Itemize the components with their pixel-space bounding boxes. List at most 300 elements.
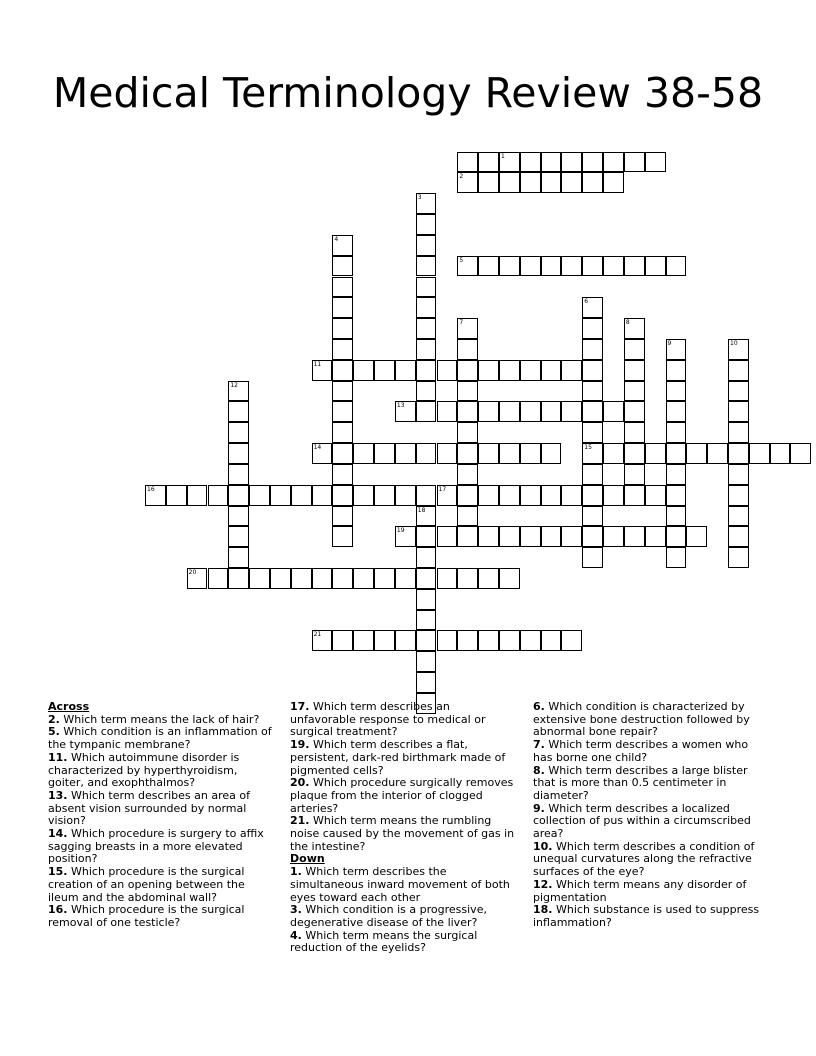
grid-cell[interactable] xyxy=(541,401,562,422)
grid-cell[interactable] xyxy=(457,464,478,485)
grid-cell[interactable] xyxy=(312,568,333,589)
clue-item-number: 7. xyxy=(533,738,545,752)
grid-cell[interactable] xyxy=(603,172,624,193)
grid-cell[interactable] xyxy=(790,443,811,464)
clue-item-text: Which term means the lack of hair? xyxy=(59,712,260,726)
grid-cell[interactable] xyxy=(499,401,520,422)
clue-item-text: Which condition is an inflammation of the tympanic membrane? xyxy=(48,725,272,752)
grid-cell[interactable] xyxy=(520,256,541,277)
grid-cell[interactable] xyxy=(291,485,312,506)
grid-cell[interactable] xyxy=(728,422,749,443)
grid-cell[interactable] xyxy=(645,256,666,277)
grid-cell[interactable] xyxy=(603,401,624,422)
grid-cell[interactable] xyxy=(499,485,520,506)
grid-cell[interactable] xyxy=(603,526,624,547)
grid-cell[interactable] xyxy=(457,152,478,173)
grid-cell[interactable] xyxy=(499,630,520,651)
grid-cell[interactable] xyxy=(437,568,458,589)
grid-cell[interactable] xyxy=(520,152,541,173)
clue-number: 7 xyxy=(459,319,464,327)
grid-cell[interactable] xyxy=(332,277,353,298)
grid-cell[interactable] xyxy=(437,360,458,381)
clue-number: 9 xyxy=(667,339,672,347)
clue-item-text: Which term describes a condition of unequal curvatures along the refractive surfaces of the eye? xyxy=(533,839,755,879)
grid-cell[interactable] xyxy=(561,630,582,651)
grid-cell[interactable] xyxy=(603,443,624,464)
grid-cell[interactable] xyxy=(666,526,687,547)
clue-item-text: Which condition is characterized by extensive bone destruction followed by abnormal bone repair? xyxy=(533,700,750,739)
grid-cell[interactable] xyxy=(666,485,687,506)
grid-cell[interactable] xyxy=(332,360,353,381)
grid-cell[interactable] xyxy=(666,360,687,381)
grid-cell[interactable] xyxy=(457,401,478,422)
grid-cell[interactable] xyxy=(249,485,270,506)
grid-cell[interactable] xyxy=(395,630,416,651)
clue-number: 16 xyxy=(147,485,155,493)
grid-cell[interactable] xyxy=(457,339,478,360)
grid-cell[interactable] xyxy=(728,506,749,527)
grid-cell[interactable] xyxy=(457,381,478,402)
grid-cell[interactable] xyxy=(437,401,458,422)
grid-cell[interactable] xyxy=(457,568,478,589)
grid-cell[interactable] xyxy=(541,256,562,277)
grid-cell[interactable] xyxy=(312,360,333,381)
grid-cell[interactable] xyxy=(728,443,749,464)
grid-cell[interactable] xyxy=(499,172,520,193)
grid-cell[interactable] xyxy=(499,443,520,464)
grid-cell[interactable] xyxy=(416,651,437,672)
grid-cell[interactable] xyxy=(666,464,687,485)
grid-cell[interactable] xyxy=(437,630,458,651)
clue-item-number: 20. xyxy=(290,776,310,790)
across-heading: Across xyxy=(48,700,90,713)
grid-cell[interactable] xyxy=(499,526,520,547)
clue-item-text: Which condition is a progressive, degenerative disease of the liver? xyxy=(290,903,487,929)
clue-item-number: 16. xyxy=(48,903,68,917)
clue-item-text: Which term describes an unfavorable response to medical or surgical treatment? xyxy=(290,700,486,739)
grid-cell[interactable] xyxy=(582,172,603,193)
clue-item-number: 4. xyxy=(290,928,302,942)
grid-cell[interactable] xyxy=(457,172,478,193)
grid-cell[interactable] xyxy=(332,318,353,339)
grid-cell[interactable] xyxy=(457,526,478,547)
clue-item-number: 10. xyxy=(533,839,553,853)
grid-cell[interactable] xyxy=(728,547,749,568)
grid-cell[interactable] xyxy=(728,401,749,422)
clue-item xyxy=(48,828,274,866)
grid-cell[interactable] xyxy=(395,360,416,381)
clue-item xyxy=(290,739,518,777)
grid-cell[interactable] xyxy=(624,485,645,506)
clue-item-text: Which substance is used to suppress inflammation? xyxy=(533,903,760,929)
grid-cell[interactable] xyxy=(416,589,437,610)
grid-cell[interactable] xyxy=(332,256,353,277)
grid-cell[interactable] xyxy=(478,485,499,506)
clue-item xyxy=(290,904,518,929)
grid-cell[interactable] xyxy=(478,172,499,193)
grid-cell[interactable] xyxy=(499,152,520,173)
grid-cell[interactable] xyxy=(457,360,478,381)
grid-cell[interactable] xyxy=(520,360,541,381)
grid-cell[interactable] xyxy=(624,360,645,381)
grid-cell[interactable] xyxy=(228,526,249,547)
grid-cell[interactable] xyxy=(416,235,437,256)
grid-cell[interactable] xyxy=(624,526,645,547)
grid-cell[interactable] xyxy=(228,506,249,527)
grid-cell[interactable] xyxy=(416,506,437,527)
clue-number: 17 xyxy=(438,485,447,493)
grid-cell[interactable] xyxy=(582,297,603,318)
grid-cell[interactable] xyxy=(582,256,603,277)
grid-cell[interactable] xyxy=(666,443,687,464)
clue-item-text: Which term describes an area of absent vision surrounded by normal vision? xyxy=(48,788,250,828)
grid-cell[interactable] xyxy=(728,485,749,506)
clue-item-text: Which procedure is surgery to affix sagging breasts in a more elevated position? xyxy=(48,827,264,866)
grid-cell[interactable] xyxy=(749,443,770,464)
grid-cell[interactable] xyxy=(541,152,562,173)
grid-cell[interactable] xyxy=(478,630,499,651)
clue-item-text: Which term means the rumbling noise caused by the movement of gas in the intestine? xyxy=(290,814,515,853)
grid-cell[interactable] xyxy=(332,297,353,318)
grid-cell[interactable] xyxy=(541,172,562,193)
grid-cell[interactable] xyxy=(582,152,603,173)
grid-cell[interactable] xyxy=(645,485,666,506)
grid-cell[interactable] xyxy=(416,193,437,214)
grid-cell[interactable] xyxy=(208,568,229,589)
clue-number: 6 xyxy=(584,298,589,306)
clue-number: 5 xyxy=(459,256,464,264)
grid-cell[interactable] xyxy=(624,443,645,464)
clue-number: 2 xyxy=(459,173,464,181)
clue-item xyxy=(533,739,763,764)
clue-item xyxy=(533,765,763,803)
grid-cell[interactable] xyxy=(728,381,749,402)
clue-item xyxy=(290,866,518,904)
grid-cell[interactable] xyxy=(332,526,353,547)
grid-cell[interactable] xyxy=(561,256,582,277)
grid-cell[interactable] xyxy=(416,610,437,631)
grid-cell[interactable] xyxy=(582,506,603,527)
clue-item xyxy=(48,904,274,929)
grid-cell[interactable] xyxy=(208,485,229,506)
clue-item xyxy=(533,904,763,929)
clue-item-text: Which term describes a localized collection of pus within a circumscribed area? xyxy=(533,801,751,841)
grid-cell[interactable] xyxy=(686,526,707,547)
grid-cell[interactable] xyxy=(332,464,353,485)
clues-column-3 xyxy=(533,701,763,930)
grid-cell[interactable] xyxy=(353,485,374,506)
clue-item-text: Which term means any disorder of pigmentation xyxy=(533,877,747,904)
grid-cell[interactable] xyxy=(666,381,687,402)
clue-item-number: 9. xyxy=(533,801,545,815)
clue-item-text: Which term describes the simultaneous inward movement of both eyes toward each other xyxy=(290,865,510,904)
clue-item-number: 2. xyxy=(48,712,60,726)
grid-cell[interactable] xyxy=(416,630,437,651)
clue-number: 12 xyxy=(230,381,238,389)
grid-cell[interactable] xyxy=(374,568,395,589)
grid-cell[interactable] xyxy=(416,214,437,235)
clue-item xyxy=(48,866,274,904)
grid-cell[interactable] xyxy=(561,526,582,547)
clue-item-text: Which term describes a large blister that is more than 0.5 centimeter in diameter? xyxy=(533,763,748,802)
grid-cell[interactable] xyxy=(561,401,582,422)
clue-item-number: 13. xyxy=(48,788,68,802)
grid-cell[interactable] xyxy=(582,485,603,506)
clue-item xyxy=(290,815,518,853)
grid-cell[interactable] xyxy=(478,568,499,589)
grid-cell[interactable] xyxy=(541,485,562,506)
grid-cell[interactable] xyxy=(416,318,437,339)
grid-cell[interactable] xyxy=(645,526,666,547)
grid-cell[interactable] xyxy=(478,443,499,464)
grid-cell[interactable] xyxy=(395,443,416,464)
grid-cell[interactable] xyxy=(416,297,437,318)
grid-cell[interactable] xyxy=(728,526,749,547)
grid-cell[interactable] xyxy=(312,443,333,464)
grid-cell[interactable] xyxy=(645,152,666,173)
grid-cell[interactable] xyxy=(353,630,374,651)
clue-item xyxy=(48,726,274,751)
grid-cell[interactable] xyxy=(187,568,208,589)
grid-cell[interactable] xyxy=(374,443,395,464)
grid-cell[interactable] xyxy=(145,485,166,506)
grid-cell[interactable] xyxy=(416,568,437,589)
grid-cell[interactable] xyxy=(541,360,562,381)
grid-cell[interactable] xyxy=(582,547,603,568)
grid-cell[interactable] xyxy=(353,568,374,589)
clue-number: 18 xyxy=(417,506,426,514)
page-title: Medical Terminology Review 38-58 xyxy=(52,69,764,118)
grid-cell[interactable] xyxy=(374,360,395,381)
grid-cell[interactable] xyxy=(332,339,353,360)
grid-cell[interactable] xyxy=(603,485,624,506)
grid-cell[interactable] xyxy=(457,485,478,506)
grid-cell[interactable] xyxy=(624,464,645,485)
clue-item xyxy=(533,879,763,904)
clue-item xyxy=(533,841,763,879)
clue-item-number: 14. xyxy=(48,827,68,841)
grid-cell[interactable] xyxy=(582,381,603,402)
grid-cell[interactable] xyxy=(666,256,687,277)
grid-cell[interactable] xyxy=(541,526,562,547)
clue-item-number: 6. xyxy=(533,700,545,713)
grid-cell[interactable] xyxy=(228,547,249,568)
grid-cell[interactable] xyxy=(561,360,582,381)
grid-cell[interactable] xyxy=(603,256,624,277)
grid-cell[interactable] xyxy=(582,339,603,360)
grid-cell[interactable] xyxy=(520,443,541,464)
grid-cell[interactable] xyxy=(416,401,437,422)
grid-cell[interactable] xyxy=(249,568,270,589)
grid-cell[interactable] xyxy=(478,526,499,547)
grid-cell[interactable] xyxy=(312,485,333,506)
grid-cell[interactable] xyxy=(270,485,291,506)
clue-number: 8 xyxy=(625,319,630,327)
clue-item-number: 12. xyxy=(533,877,553,891)
grid-cell[interactable] xyxy=(332,235,353,256)
clue-number: 3 xyxy=(417,194,422,202)
grid-cell[interactable] xyxy=(437,485,458,506)
clues-column-1 xyxy=(48,701,274,930)
clue-item xyxy=(48,790,274,828)
grid-cell[interactable] xyxy=(332,568,353,589)
grid-cell[interactable] xyxy=(416,485,437,506)
grid-cell[interactable] xyxy=(728,464,749,485)
grid-cell[interactable] xyxy=(332,422,353,443)
grid-cell[interactable] xyxy=(374,485,395,506)
grid-cell[interactable] xyxy=(332,443,353,464)
grid-cell[interactable] xyxy=(624,152,645,173)
clue-item-text: Which term means the surgical reduction of the eyelids? xyxy=(290,928,478,955)
grid-cell[interactable] xyxy=(478,401,499,422)
grid-cell[interactable] xyxy=(416,256,437,277)
grid-cell[interactable] xyxy=(332,381,353,402)
grid-cell[interactable] xyxy=(332,506,353,527)
clue-number: 1 xyxy=(500,152,505,160)
grid-cell[interactable] xyxy=(624,339,645,360)
grid-cell[interactable] xyxy=(395,485,416,506)
clue-number: 19 xyxy=(396,527,405,535)
clue-item-number: 17. xyxy=(290,700,310,713)
grid-cell[interactable] xyxy=(520,401,541,422)
grid-cell[interactable] xyxy=(624,422,645,443)
grid-cell[interactable] xyxy=(499,256,520,277)
grid-cell[interactable] xyxy=(666,339,687,360)
grid-cell[interactable] xyxy=(416,443,437,464)
grid-cell[interactable] xyxy=(437,443,458,464)
grid-cell[interactable] xyxy=(416,526,437,547)
grid-cell[interactable] xyxy=(270,568,291,589)
grid-cell[interactable] xyxy=(416,339,437,360)
grid-cell[interactable] xyxy=(457,422,478,443)
grid-cell[interactable] xyxy=(166,485,187,506)
grid-cell[interactable] xyxy=(582,401,603,422)
grid-cell[interactable] xyxy=(582,464,603,485)
clue-item-number: 8. xyxy=(533,763,545,777)
grid-cell[interactable] xyxy=(395,526,416,547)
grid-cell[interactable] xyxy=(478,152,499,173)
clue-item xyxy=(533,701,763,739)
grid-cell[interactable] xyxy=(582,526,603,547)
grid-cell[interactable] xyxy=(332,630,353,651)
grid-cell[interactable] xyxy=(686,443,707,464)
grid-cell[interactable] xyxy=(666,422,687,443)
grid-cell[interactable] xyxy=(520,485,541,506)
clue-item-number: 5. xyxy=(48,725,60,739)
grid-cell[interactable] xyxy=(457,506,478,527)
grid-cell[interactable] xyxy=(582,422,603,443)
grid-cell[interactable] xyxy=(187,485,208,506)
grid-cell[interactable] xyxy=(520,526,541,547)
clue-item-text: Which term describes a flat, persistent, dark-red birthmark made of pigmented cells? xyxy=(290,738,506,777)
clue-item-number: 21. xyxy=(290,814,310,828)
clue-number: 4 xyxy=(334,235,339,243)
grid-cell[interactable] xyxy=(395,401,416,422)
grid-cell[interactable] xyxy=(395,568,416,589)
clue-item xyxy=(290,930,518,955)
clue-item xyxy=(290,777,518,815)
grid-cell[interactable] xyxy=(666,547,687,568)
grid-cell[interactable] xyxy=(478,256,499,277)
grid-cell[interactable] xyxy=(624,256,645,277)
grid-cell[interactable] xyxy=(457,318,478,339)
clue-item-number: 3. xyxy=(290,903,302,917)
grid-cell[interactable] xyxy=(291,568,312,589)
clue-item-number: 11. xyxy=(48,750,68,764)
grid-cell[interactable] xyxy=(457,443,478,464)
grid-cell[interactable] xyxy=(228,381,249,402)
grid-cell[interactable] xyxy=(416,277,437,298)
grid-cell[interactable] xyxy=(499,360,520,381)
grid-cell[interactable] xyxy=(228,401,249,422)
grid-cell[interactable] xyxy=(228,485,249,506)
clue-item-text: Which term describes a women who has borne one child? xyxy=(533,738,749,764)
grid-cell[interactable] xyxy=(353,360,374,381)
clue-number: 11 xyxy=(313,360,322,368)
clue-item-text: Which procedure is the surgical creation of an opening between the ileum and the abdominal wall? xyxy=(48,865,245,904)
down-heading: Down xyxy=(290,852,325,866)
clue-item xyxy=(533,803,763,841)
grid-cell[interactable] xyxy=(416,672,437,693)
clue-item-text: Which procedure is the surgical removal of one testicle? xyxy=(48,903,245,929)
grid-cell[interactable] xyxy=(374,630,395,651)
grid-cell[interactable] xyxy=(666,506,687,527)
grid-cell[interactable] xyxy=(520,172,541,193)
grid-cell[interactable] xyxy=(457,256,478,277)
grid-cell[interactable] xyxy=(416,381,437,402)
grid-cell[interactable] xyxy=(416,360,437,381)
grid-cell[interactable] xyxy=(666,401,687,422)
grid-cell[interactable] xyxy=(770,443,791,464)
clue-number: 21 xyxy=(313,631,322,639)
grid-cell[interactable] xyxy=(416,547,437,568)
grid-cell[interactable] xyxy=(728,339,749,360)
grid-cell[interactable] xyxy=(624,401,645,422)
grid-cell[interactable] xyxy=(457,630,478,651)
grid-cell[interactable] xyxy=(624,381,645,402)
grid-cell[interactable] xyxy=(478,360,499,381)
grid-cell[interactable] xyxy=(582,443,603,464)
grid-cell[interactable] xyxy=(437,526,458,547)
grid-cell[interactable] xyxy=(707,443,728,464)
grid-cell[interactable] xyxy=(728,360,749,381)
grid-cell[interactable] xyxy=(541,630,562,651)
grid-cell[interactable] xyxy=(228,443,249,464)
clue-item xyxy=(290,701,518,739)
grid-cell[interactable] xyxy=(353,443,374,464)
grid-cell[interactable] xyxy=(582,318,603,339)
grid-cell[interactable] xyxy=(228,568,249,589)
grid-cell[interactable] xyxy=(520,630,541,651)
clues-column-2 xyxy=(290,701,518,955)
grid-cell[interactable] xyxy=(624,318,645,339)
grid-cell[interactable] xyxy=(312,630,333,651)
clue-number: 15 xyxy=(584,444,592,452)
grid-cell[interactable] xyxy=(499,568,520,589)
grid-cell[interactable] xyxy=(561,485,582,506)
grid-cell[interactable] xyxy=(603,152,624,173)
grid-cell[interactable] xyxy=(228,422,249,443)
grid-cell[interactable] xyxy=(332,485,353,506)
grid-cell[interactable] xyxy=(541,443,562,464)
grid-cell[interactable] xyxy=(645,443,666,464)
clue-number: 14 xyxy=(313,444,322,452)
grid-cell[interactable] xyxy=(561,172,582,193)
grid-cell[interactable] xyxy=(561,152,582,173)
grid-cell[interactable] xyxy=(582,360,603,381)
grid-cell[interactable] xyxy=(228,464,249,485)
grid-cell[interactable] xyxy=(332,401,353,422)
